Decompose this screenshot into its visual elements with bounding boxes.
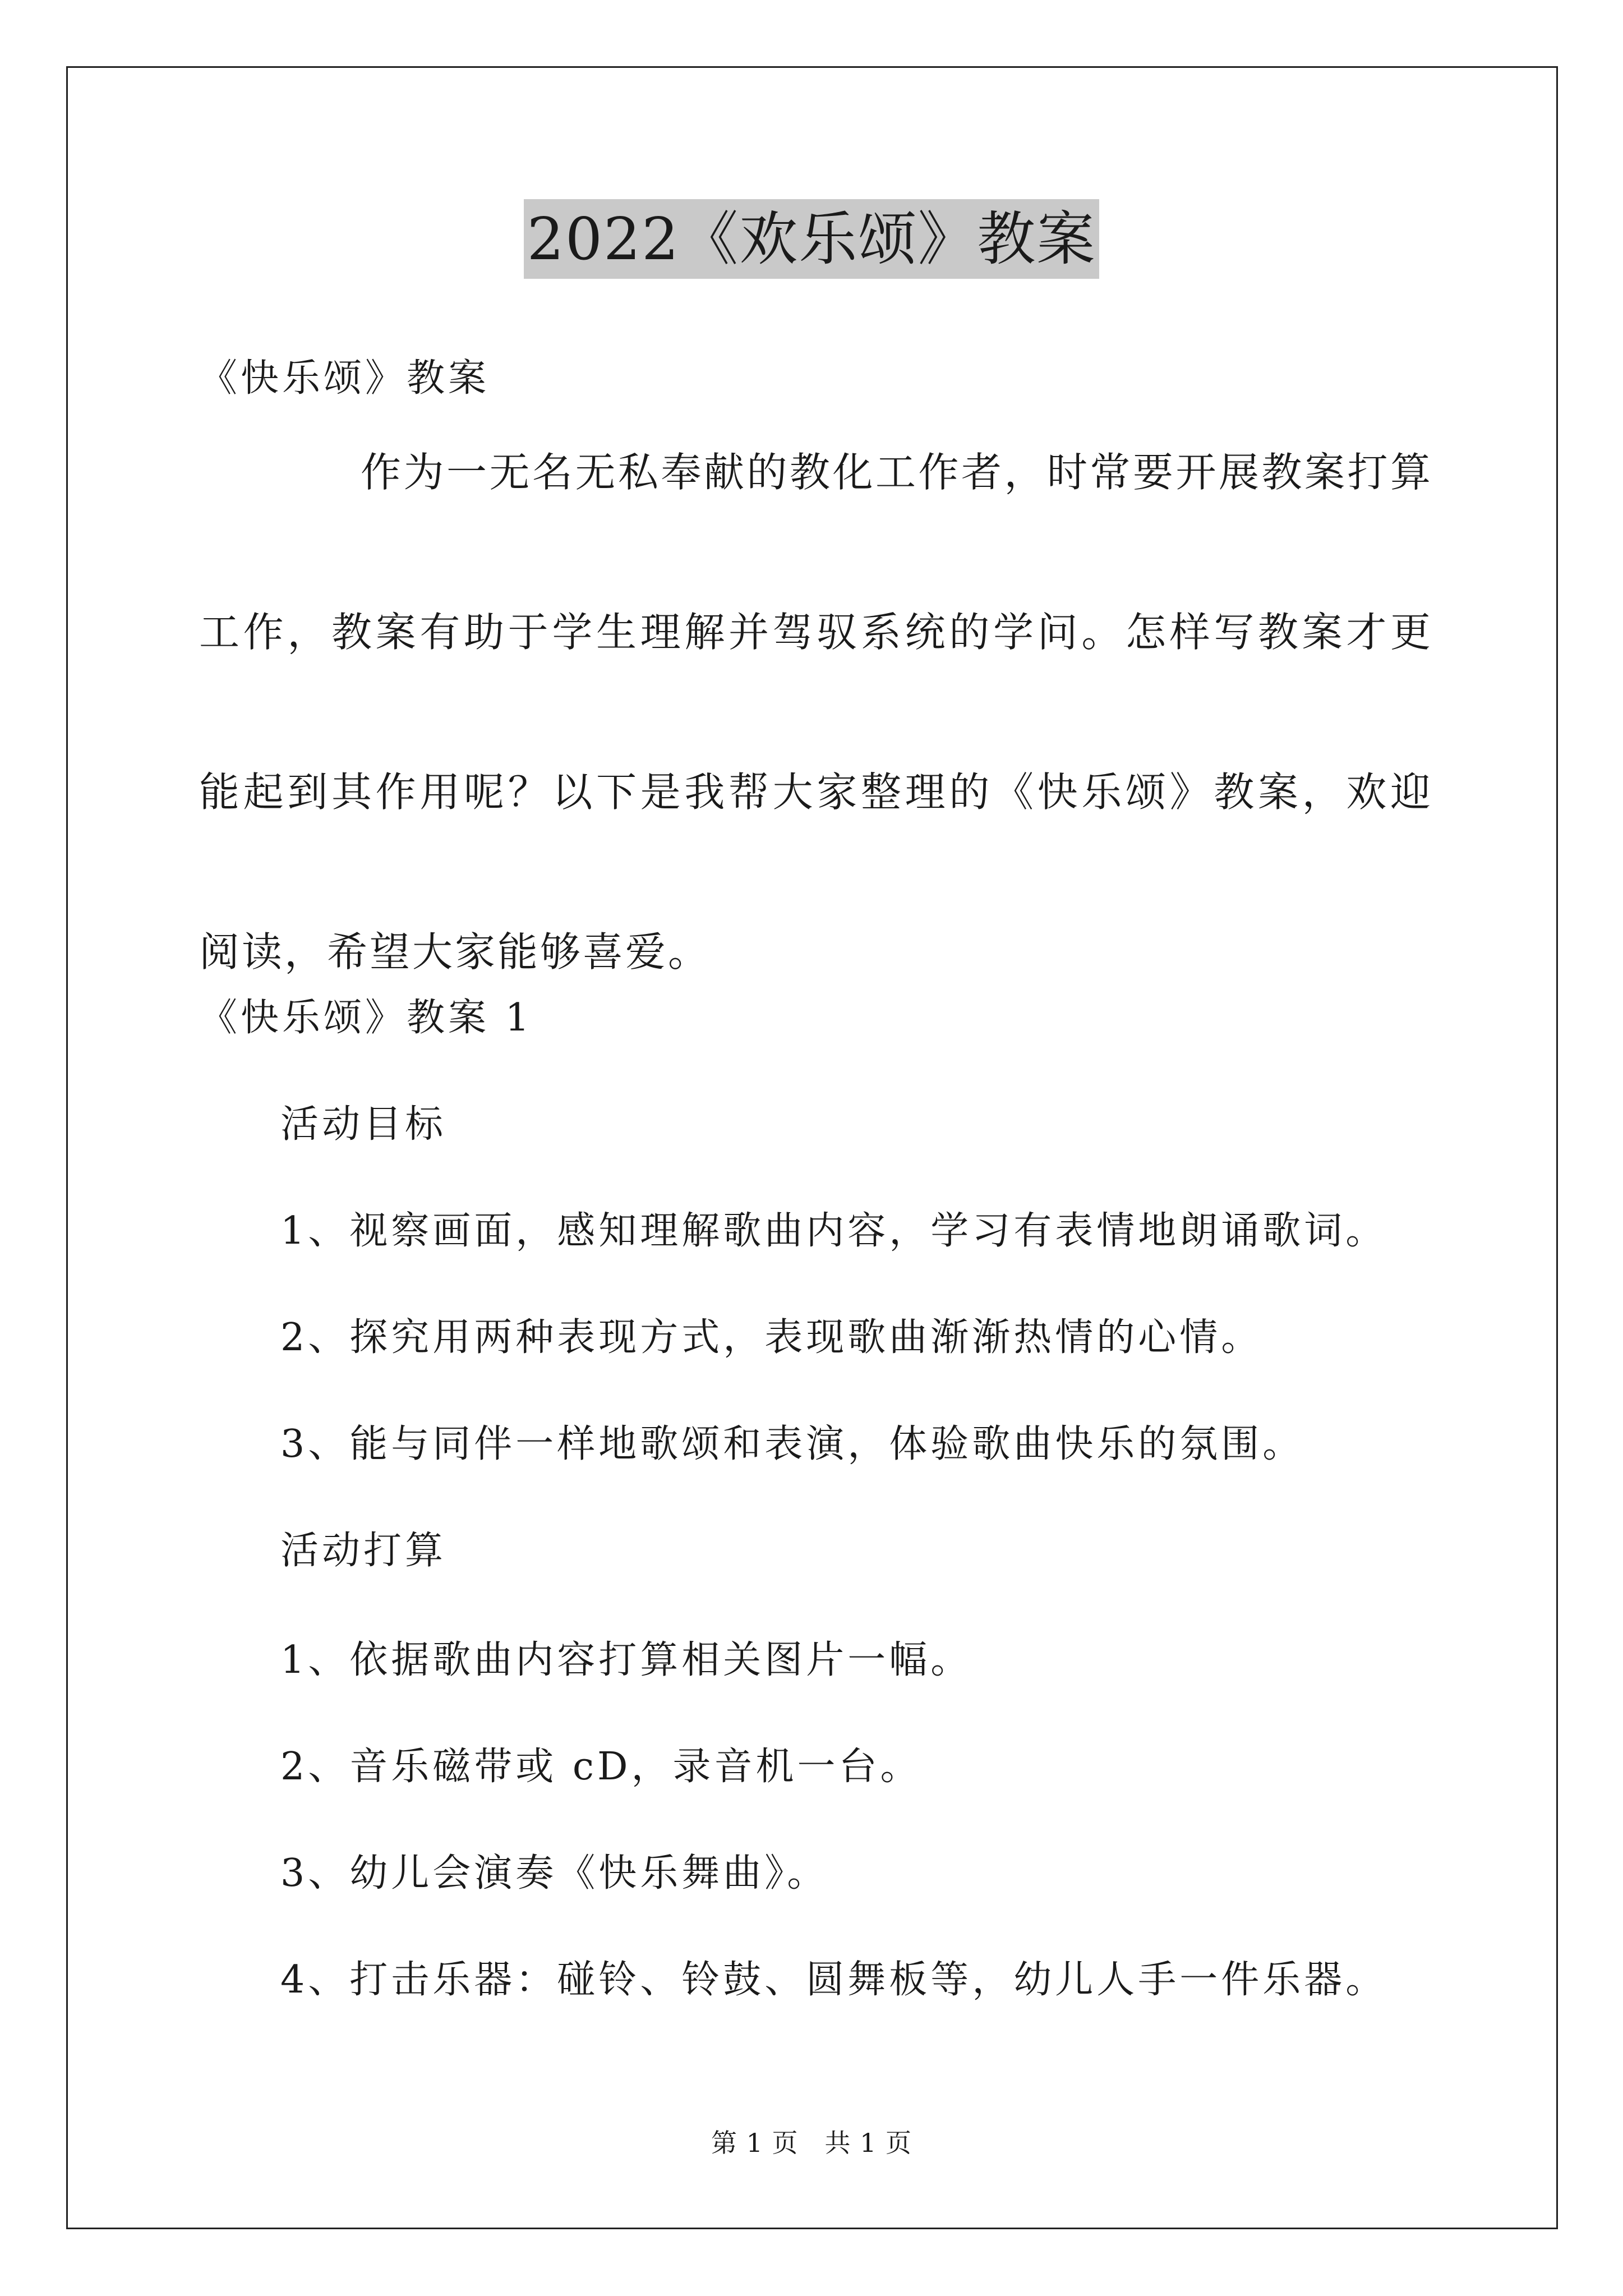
page-footer: 第 1 页 共 1 页 [711, 2128, 912, 2158]
prep-item: 3、幼儿会演奏《快乐舞曲》。 [280, 1851, 829, 1895]
prep-item: 1、依据歌曲内容打算相关图片一幅。 [280, 1638, 972, 1682]
document-title: 2022《欢乐颂》教案 [524, 199, 1100, 279]
prep-item: 4、打击乐器：碰铃、铃鼓、圆舞板等，幼儿人手一件乐器。 [280, 1958, 1387, 2002]
title-wrap [0, 199, 1623, 279]
subtitle: 《快乐颂》教案 [199, 356, 490, 401]
prep-heading: 活动打算 [280, 1529, 447, 1573]
goals-heading: 活动目标 [280, 1102, 447, 1147]
goal-item: 2、探究用两种表现方式，表现歌曲渐渐热情的心情。 [280, 1315, 1263, 1360]
goal-item: 1、视察画面，感知理解歌曲内容，学习有表情地朗诵歌词。 [280, 1209, 1387, 1253]
goal-item: 3、能与同伴一样地歌颂和表演，体验歌曲快乐的氛围。 [280, 1422, 1304, 1466]
prep-item: 2、音乐磁带或 cD，录音机一台。 [280, 1745, 922, 1789]
intro-paragraph: 作为一无名无私奉献的教化工作者，时常要开展教案打算工作，教案有助于学生理解并驾驭系统的学问。怎样写教案才更能起到其作用呢？以下是我帮大家整理的《快乐颂》教案，欢迎阅读，希望大家能够喜爱。 [199, 449, 1433, 976]
section-heading: 《快乐颂》教案 1 [199, 996, 533, 1040]
